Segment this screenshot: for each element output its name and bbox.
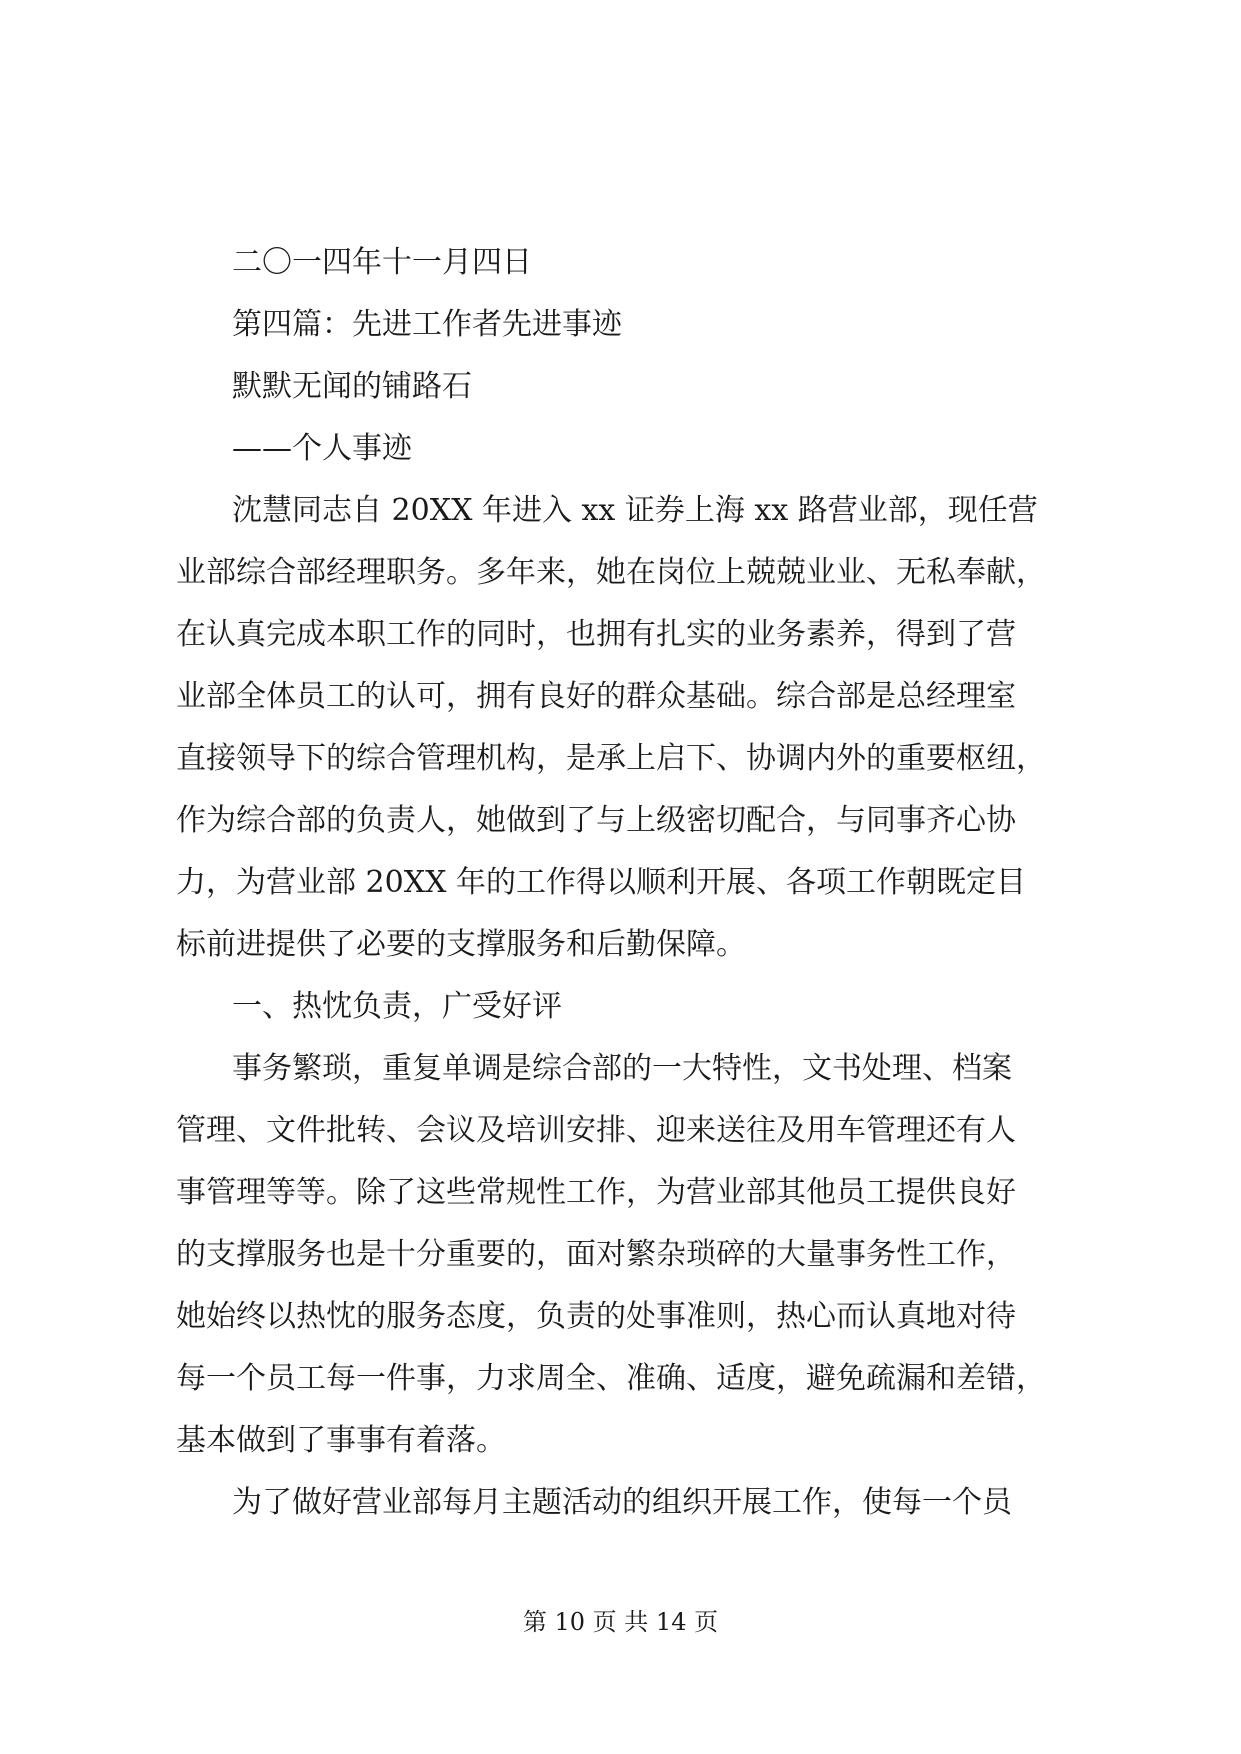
document-body xyxy=(176,232,1078,1534)
paragraph-line: 基本做到了事事有着落。 xyxy=(176,1423,506,1458)
paragraph-duties xyxy=(176,1038,1078,1472)
chapter-title: 第四篇：先进工作者先进事迹 xyxy=(232,307,622,342)
paragraph-line: 作为综合部的负责人，她做到了与上级密切配合，与同事齐心协 xyxy=(176,803,1016,838)
paragraph-activities xyxy=(232,1472,1078,1534)
paragraph-line: 直接领导下的综合管理机构，是承上启下、协调内外的重要枢纽， xyxy=(176,741,1046,776)
paragraph-line: 为了做好营业部每月主题活动的组织开展工作，使每一个员 xyxy=(232,1485,1012,1520)
paragraph-line: 业部全体员工的认可，拥有良好的群众基础。综合部是总经理室 xyxy=(176,679,1016,714)
paragraph-line: 在认真完成本职工作的同时，也拥有扎实的业务素养，得到了营 xyxy=(176,617,1016,652)
section-heading: 一、热忱负责，广受好评 xyxy=(232,989,562,1024)
paragraph-line: 事管理等等。除了这些常规性工作，为营业部其他员工提供良好 xyxy=(176,1175,1016,1210)
paragraph-line: 标前进提供了必要的支撑服务和后勤保障。 xyxy=(176,927,746,962)
paragraph-line: 力，为营业部 20XX 年的工作得以顺利开展、各项工作朝既定目 xyxy=(176,865,1026,900)
paragraph-line: 的支撑服务也是十分重要的，面对繁杂琐碎的大量事务性工作， xyxy=(176,1237,1016,1272)
article-title: 默默无闻的铺路石 xyxy=(232,369,472,404)
section-heading-1 xyxy=(232,976,1078,1038)
page-footer: 第 10 页 共 14 页 xyxy=(522,1608,719,1636)
paragraph-line: 管理、文件批转、会议及培训安排、迎来送往及用车管理还有人 xyxy=(176,1113,1016,1148)
paragraph-line: 沈慧同志自 20XX 年进入 xx 证券上海 xx 路营业部，现任营 xyxy=(232,493,1038,528)
paragraph-intro xyxy=(176,480,1078,976)
paragraph-line: 业部综合部经理职务。多年来，她在岗位上兢兢业业、无私奉献， xyxy=(176,555,1046,590)
paragraph-line: 她始终以热忱的服务态度，负责的处事准则，热心而认真地对待 xyxy=(176,1299,1016,1334)
date-line: 二〇一四年十一月四日 xyxy=(232,245,532,280)
paragraph-line: 事务繁琐，重复单调是综合部的一大特性，文书处理、档案 xyxy=(232,1051,1012,1086)
article-subtitle: ——个人事迹 xyxy=(232,431,412,466)
paragraph-line: 每一个员工每一件事，力求周全、准确、适度，避免疏漏和差错， xyxy=(176,1361,1046,1396)
